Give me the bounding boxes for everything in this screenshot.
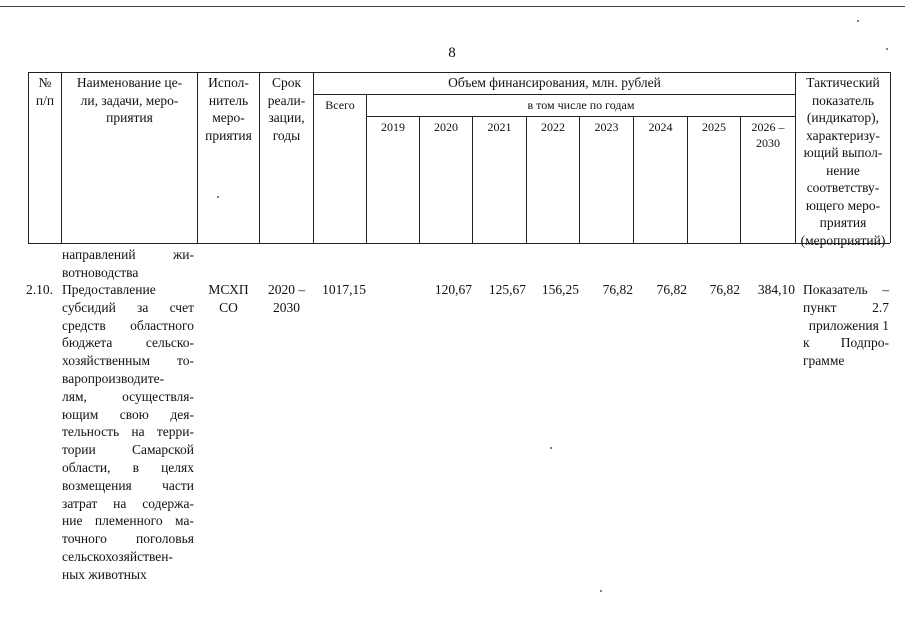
- header-year-2024: 2024: [648, 120, 673, 134]
- header-year-2026-2030: 2026 – 2030: [751, 120, 785, 150]
- scan-speck: [550, 447, 552, 449]
- header-total: Всего: [325, 98, 355, 112]
- header-name: Наименование це- ли, задачи, меро- приятия: [76, 75, 183, 125]
- row-2024: 76,82: [656, 282, 687, 297]
- row-indicator: Показатель – пункт 2.7 приложения 1 к Подпро- грамме: [803, 282, 889, 369]
- header-year-2022: 2022: [541, 120, 565, 134]
- header-num: № п/п: [35, 75, 55, 108]
- row-executor: МСХП СО: [208, 282, 249, 315]
- row-2025: 76,82: [709, 282, 740, 297]
- row-term: 2020 – 2030: [267, 282, 306, 315]
- row-2020: 120,67: [434, 282, 472, 297]
- row-number: 2.10.: [26, 282, 53, 297]
- header-year-2025: 2025: [702, 120, 726, 134]
- header-funding: Объем финансирования, млн. рублей: [448, 75, 661, 90]
- header-year-2021: 2021: [487, 120, 512, 134]
- row-2026-2030: 384,10: [757, 282, 795, 297]
- header-year-2020: 2020: [434, 120, 458, 134]
- header-year-2019: 2019: [381, 120, 405, 134]
- header-executor: Испол- нитель меро- приятия: [205, 75, 252, 143]
- header-indicator: Тактический показатель (индикатор), характеризу- ющий выпол- нение соответству- ющего меро- приятия (мероприятий): [800, 75, 886, 248]
- row-name: Предоставление субсидий за счет средств областного бюджета сельско- хозяйственным то- варопроизводите- лям, осуществля- ющим свою дея- тельность на терри- тории Самарской области, в целях возмещения части затрат на содержа- ние племенного ма- точного поголовья сельскохозяйствен- ных животных: [62, 282, 194, 582]
- header-term: Срок реали- зации, годы: [267, 75, 306, 143]
- scan-speck: [857, 20, 859, 22]
- header-by-years: в том числе по годам: [527, 98, 635, 112]
- carry-over-text: направлений жи- вотноводства: [62, 247, 194, 280]
- header-year-2023: 2023: [594, 120, 619, 134]
- row-2022: 156,25: [541, 282, 579, 297]
- page-top-border: [0, 6, 905, 7]
- scan-speck: [217, 196, 219, 198]
- scan-speck: [600, 590, 602, 592]
- row-2023: 76,82: [602, 282, 633, 297]
- scan-speck: [886, 48, 888, 50]
- row-2021: 125,67: [488, 282, 526, 297]
- page-number: 8: [448, 45, 456, 61]
- row-total: 1017,15: [322, 282, 366, 297]
